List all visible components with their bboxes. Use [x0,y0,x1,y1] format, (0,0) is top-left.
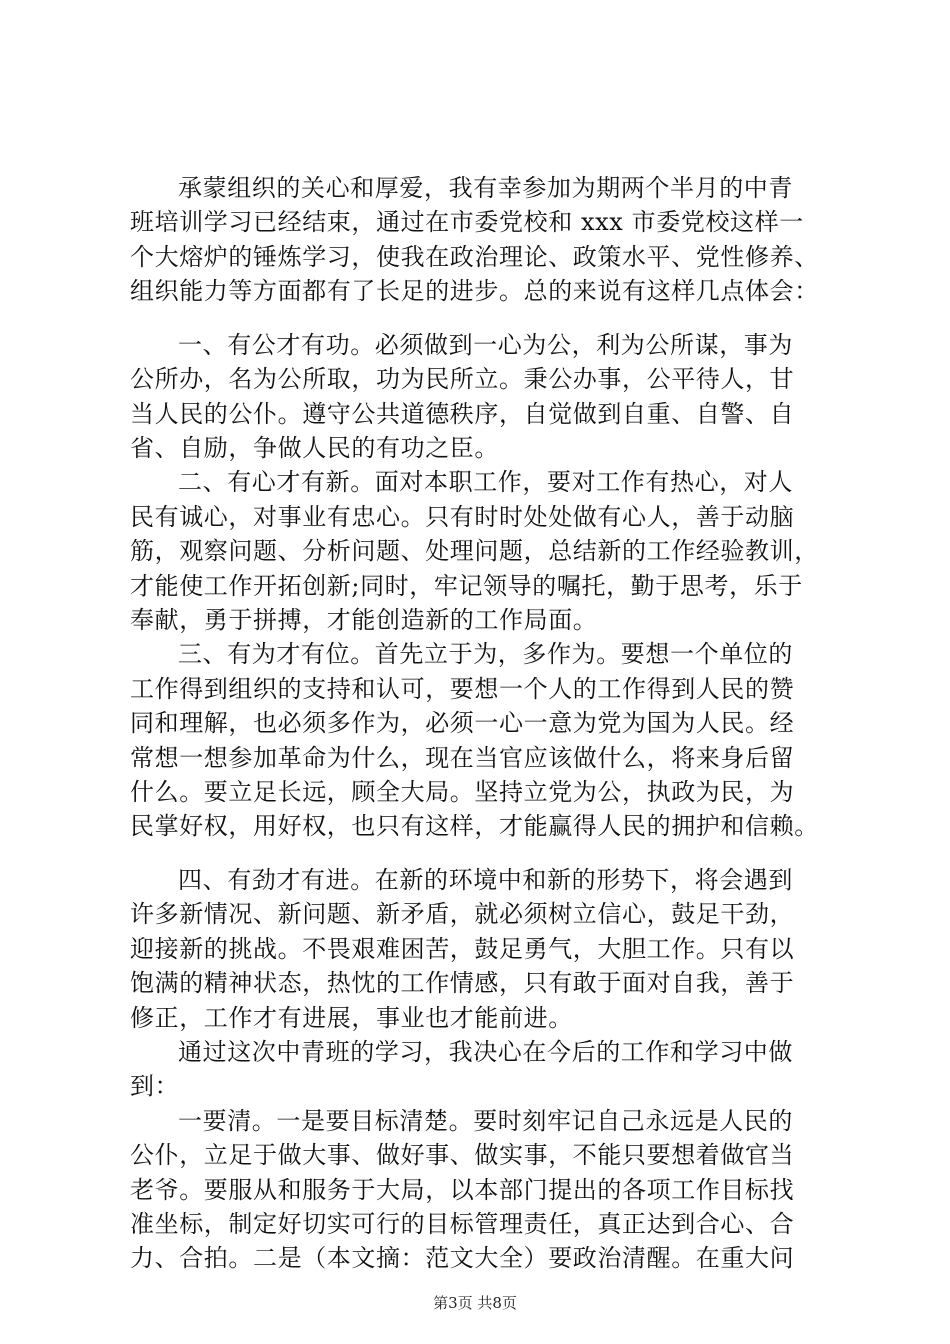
text-line: 准坐标，制定好切实可行的目标管理责任，真正达到合心、合 [130,1210,795,1238]
text-line: 老爷。要服从和服务于大局，以本部门提出的各项工作目标找 [130,1176,795,1204]
text-line: 个大熔炉的锤炼学习，使我在政治理论、政策水平、党性修养、 [130,243,819,271]
text-line: 班培训学习已经结束，通过在市委党校和 xxx 市委党校这样一 [130,208,804,236]
text-line: 三、有为才有位。首先立于为，多作为。要想一个单位的 [178,640,793,668]
text-line: 才能使工作开拓创新;同时，牢记领导的嘱托，勤于思考，乐于 [130,572,803,600]
text-line: 修正，工作才有进展，事业也才能前进。 [130,1004,573,1032]
text-line: 承蒙组织的关心和厚爱，我有幸参加为期两个半月的中青 [178,174,793,202]
text-line: 同和理解，也必须多作为，必须一心一意为党为国为人民。经 [130,709,795,737]
text-line: 二、有心才有新。面对本职工作，要对工作有热心，对人 [178,468,793,496]
page-number-footer: 第3页 共8页 [433,1294,517,1312]
text-line: 民掌好权，用好权，也只有这样，才能赢得人民的拥护和信赖。 [130,812,819,840]
text-line: 常想一想参加革命为什么，现在当官应该做什么，将来身后留 [130,744,795,772]
text-line: 当人民的公仆。遵守公共道德秩序，自觉做到自重、自警、自 [130,400,795,428]
text-line: 公所办，名为公所取，功为民所立。秉公办事，公平待人，甘 [130,365,795,393]
text-line: 迎接新的挑战。不畏艰难困苦，鼓足勇气，大胆工作。只有以 [130,935,795,963]
text-line: 力、合拍。二是（本文摘：范文大全）要政治清醒。在重大问 [130,1244,795,1272]
text-line: 组织能力等方面都有了长足的进步。总的来说有这样几点体会： [130,277,819,305]
text-line: 通过这次中青班的学习，我决心在今后的工作和学习中做 [178,1038,793,1066]
text-line: 公仆，立足于做大事、做好事、做实事，不能只要想着做官当 [130,1141,795,1169]
text-line: 什么。要立足长远，顾全大局。坚持立党为公，执政为民，为 [130,778,795,806]
text-line: 四、有劲才有进。在新的环境中和新的形势下，将会遇到 [178,866,793,894]
text-line: 奉献，勇于拼搏，才能创造新的工作局面。 [130,606,598,634]
text-line: 许多新情况、新问题、新矛盾，就必须树立信心，鼓足干劲， [130,900,795,928]
text-line: 省、自励，争做人民的有功之臣。 [130,434,499,462]
text-line: 民有诚心，对事业有忠心。只有时时处处做有心人，善于动脑 [130,503,795,531]
text-line: 一、有公才有功。必须做到一心为公，利为公所谋，事为 [178,331,793,359]
text-line: 一要清。一是要目标清楚。要时刻牢记自己永远是人民的 [178,1107,793,1135]
text-line: 饱满的精神状态，热忱的工作情感，只有敢于面对自我，善于 [130,969,795,997]
text-line: 筋，观察问题、分析问题、处理问题，总结新的工作经验教训， [130,537,819,565]
text-line: 工作得到组织的支持和认可，要想一个人的工作得到人民的赞 [130,675,795,703]
text-line: 到： [130,1072,180,1100]
